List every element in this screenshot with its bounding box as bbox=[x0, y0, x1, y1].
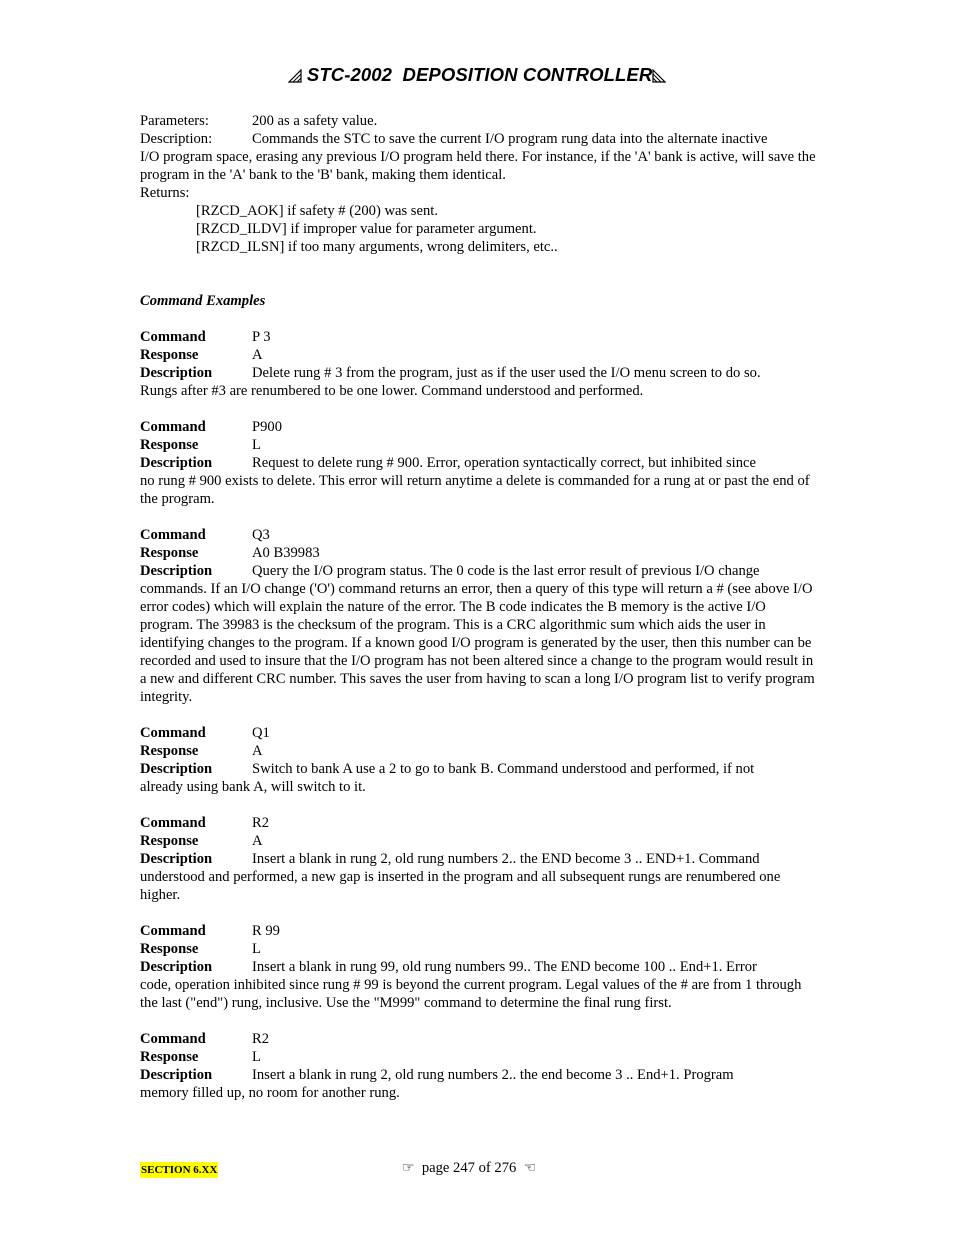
intro-description bbox=[140, 130, 816, 184]
command-value: R2 bbox=[252, 815, 270, 831]
description-first-line: Insert a blank in rung 99, old rung numbers 99.. The END become 100 .. End+1. Error bbox=[252, 959, 757, 975]
page-number-text: page 247 of 276 bbox=[421, 1160, 517, 1176]
return-item: [RZCD_ILDV] if improper value for parameter argument. bbox=[196, 221, 537, 237]
description-continuation: memory filled up, no room for another rung. bbox=[140, 1085, 400, 1101]
returns-list bbox=[140, 202, 816, 256]
description-continuation: I/O program space, erasing any previous I/O program held there. For instance, if the 'A' bank is active, will save the program in the 'A' bank to the 'B' bank, making them identical. bbox=[140, 149, 816, 183]
description-label: Description bbox=[140, 455, 213, 471]
description-continuation: already using bank A, will switch to it. bbox=[140, 779, 366, 795]
command-label: Command bbox=[140, 725, 206, 741]
description-first-line: Insert a blank in rung 2, old rung numbers 2.. the END become 3 .. END+1. Command bbox=[252, 851, 760, 867]
description-row bbox=[140, 958, 816, 976]
description-label: Description: bbox=[140, 131, 213, 147]
description-first-line: Commands the STC to save the current I/O program rung data into the alternate inactive bbox=[252, 131, 768, 147]
response-value: A bbox=[252, 833, 263, 849]
example-block bbox=[140, 418, 816, 508]
description-continuation: Rungs after #3 are renumbered to be one lower. Command understood and performed. bbox=[140, 383, 644, 399]
description-continuation: no rung # 900 exists to delete. This error will return anytime a delete is commanded for a rung at or past the end of the program. bbox=[140, 473, 810, 507]
description-label: Description bbox=[140, 959, 213, 975]
description-first-line: Request to delete rung # 900. Error, operation syntactically correct, but inhibited since bbox=[252, 455, 756, 471]
description-row bbox=[140, 364, 816, 382]
response-row bbox=[140, 436, 816, 454]
command-row bbox=[140, 1030, 816, 1048]
description-continuation: code, operation inhibited since rung # 99 is beyond the current program. Legal values of the # are from 1 through the last ("end") rung, inclusive. Use the "M999" command to determine the final rung first. bbox=[140, 977, 802, 1011]
response-label: Response bbox=[140, 437, 199, 453]
return-item: [RZCD_ILSN] if too many arguments, wrong delimiters, etc.. bbox=[196, 239, 558, 255]
command-value: Q3 bbox=[252, 527, 270, 543]
command-row bbox=[140, 724, 816, 742]
command-row bbox=[140, 526, 816, 544]
command-label: Command bbox=[140, 329, 206, 345]
command-value: R2 bbox=[252, 1031, 270, 1047]
command-row bbox=[140, 922, 816, 940]
description-label: Description bbox=[140, 1067, 213, 1083]
command-value: Q1 bbox=[252, 725, 270, 741]
triangle-left-icon bbox=[288, 69, 302, 83]
command-row bbox=[140, 418, 816, 436]
page-number bbox=[402, 1160, 536, 1177]
command-label: Command bbox=[140, 815, 206, 831]
response-label: Response bbox=[140, 833, 199, 849]
example-block bbox=[140, 814, 816, 904]
description-label: Description bbox=[140, 563, 213, 579]
description-continuation: understood and performed, a new gap is inserted in the program and all subsequent rungs are renumbered one higher. bbox=[140, 869, 781, 903]
description-label: Description bbox=[140, 365, 213, 381]
response-label: Response bbox=[140, 347, 199, 363]
response-label: Response bbox=[140, 743, 199, 759]
command-row bbox=[140, 814, 816, 832]
command-row bbox=[140, 328, 816, 346]
examples-list bbox=[140, 328, 816, 1102]
parameters-label: Parameters: bbox=[140, 113, 209, 129]
parameters-row bbox=[140, 112, 816, 130]
command-value: P900 bbox=[252, 419, 283, 435]
document-title: STC-2002 DEPOSITION CONTROLLER bbox=[306, 64, 653, 85]
page-footer bbox=[140, 1160, 816, 1180]
parameters-value: 200 as a safety value. bbox=[252, 113, 378, 129]
triangle-right-icon bbox=[652, 69, 666, 83]
description-label: Description bbox=[140, 761, 213, 777]
description-row bbox=[140, 760, 816, 778]
response-row bbox=[140, 832, 816, 850]
description-row bbox=[140, 562, 816, 580]
description-first-line: Delete rung # 3 from the program, just as if the user used the I/O menu screen to do so. bbox=[252, 365, 761, 381]
response-value: L bbox=[252, 437, 261, 453]
description-first-line: Query the I/O program status. The 0 code is the last error result of previous I/O change bbox=[252, 563, 760, 579]
response-value: A0 B39983 bbox=[252, 545, 320, 561]
response-value: L bbox=[252, 1049, 261, 1065]
response-label: Response bbox=[140, 941, 199, 957]
response-value: L bbox=[252, 941, 261, 957]
description-row bbox=[140, 1066, 816, 1084]
examples-heading: Command Examples bbox=[140, 293, 266, 309]
page-header bbox=[0, 64, 954, 86]
return-item: [RZCD_AOK] if safety # (200) was sent. bbox=[196, 203, 438, 219]
example-block bbox=[140, 526, 816, 706]
response-row bbox=[140, 346, 816, 364]
response-row bbox=[140, 1048, 816, 1066]
section-badge: SECTION 6.XX bbox=[141, 1164, 218, 1176]
response-label: Response bbox=[140, 545, 199, 561]
response-row bbox=[140, 742, 816, 760]
description-first-line: Switch to bank A use a 2 to go to bank B. Command understood and performed, if not bbox=[252, 761, 755, 777]
description-continuation: commands. If an I/O change ('O') command returns an error, then a query of this type will return a # (see above I/O error codes) which will explain the nature of the error. The B code indicates the B memory is the active I/O program. The 39983 is the checksum of the program. This is a CRC algorithmic sum which aids the user in identifying changes to the program. If a known good I/O program is generated by the user, then this number can be recorded and used to insure that the I/O program has not been altered since a change to the program would result in a new and different CRC number. This saves the user from having to scan a long I/O program list to verify program integrity. bbox=[140, 581, 815, 705]
page-content bbox=[140, 112, 816, 1120]
command-label: Command bbox=[140, 1031, 206, 1047]
description-first-line: Insert a blank in rung 2, old rung numbers 2.. the end become 3 .. End+1. Program bbox=[252, 1067, 734, 1083]
command-label: Command bbox=[140, 923, 206, 939]
description-label: Description bbox=[140, 851, 213, 867]
description-row bbox=[140, 454, 816, 472]
command-value: R 99 bbox=[252, 923, 280, 939]
example-block bbox=[140, 328, 816, 400]
description-row bbox=[140, 850, 816, 868]
example-block bbox=[140, 922, 816, 1012]
command-label: Command bbox=[140, 527, 206, 543]
example-block bbox=[140, 1030, 816, 1102]
response-value: A bbox=[252, 347, 263, 363]
command-label: Command bbox=[140, 419, 206, 435]
command-value: P 3 bbox=[252, 329, 271, 345]
response-row bbox=[140, 544, 816, 562]
response-value: A bbox=[252, 743, 263, 759]
returns-label: Returns: bbox=[140, 185, 190, 201]
example-block bbox=[140, 724, 816, 796]
pointing-hand-left-icon: ☜ bbox=[523, 1160, 537, 1176]
response-row bbox=[140, 940, 816, 958]
response-label: Response bbox=[140, 1049, 199, 1065]
pointing-hand-right-icon: ☞ bbox=[402, 1160, 415, 1176]
